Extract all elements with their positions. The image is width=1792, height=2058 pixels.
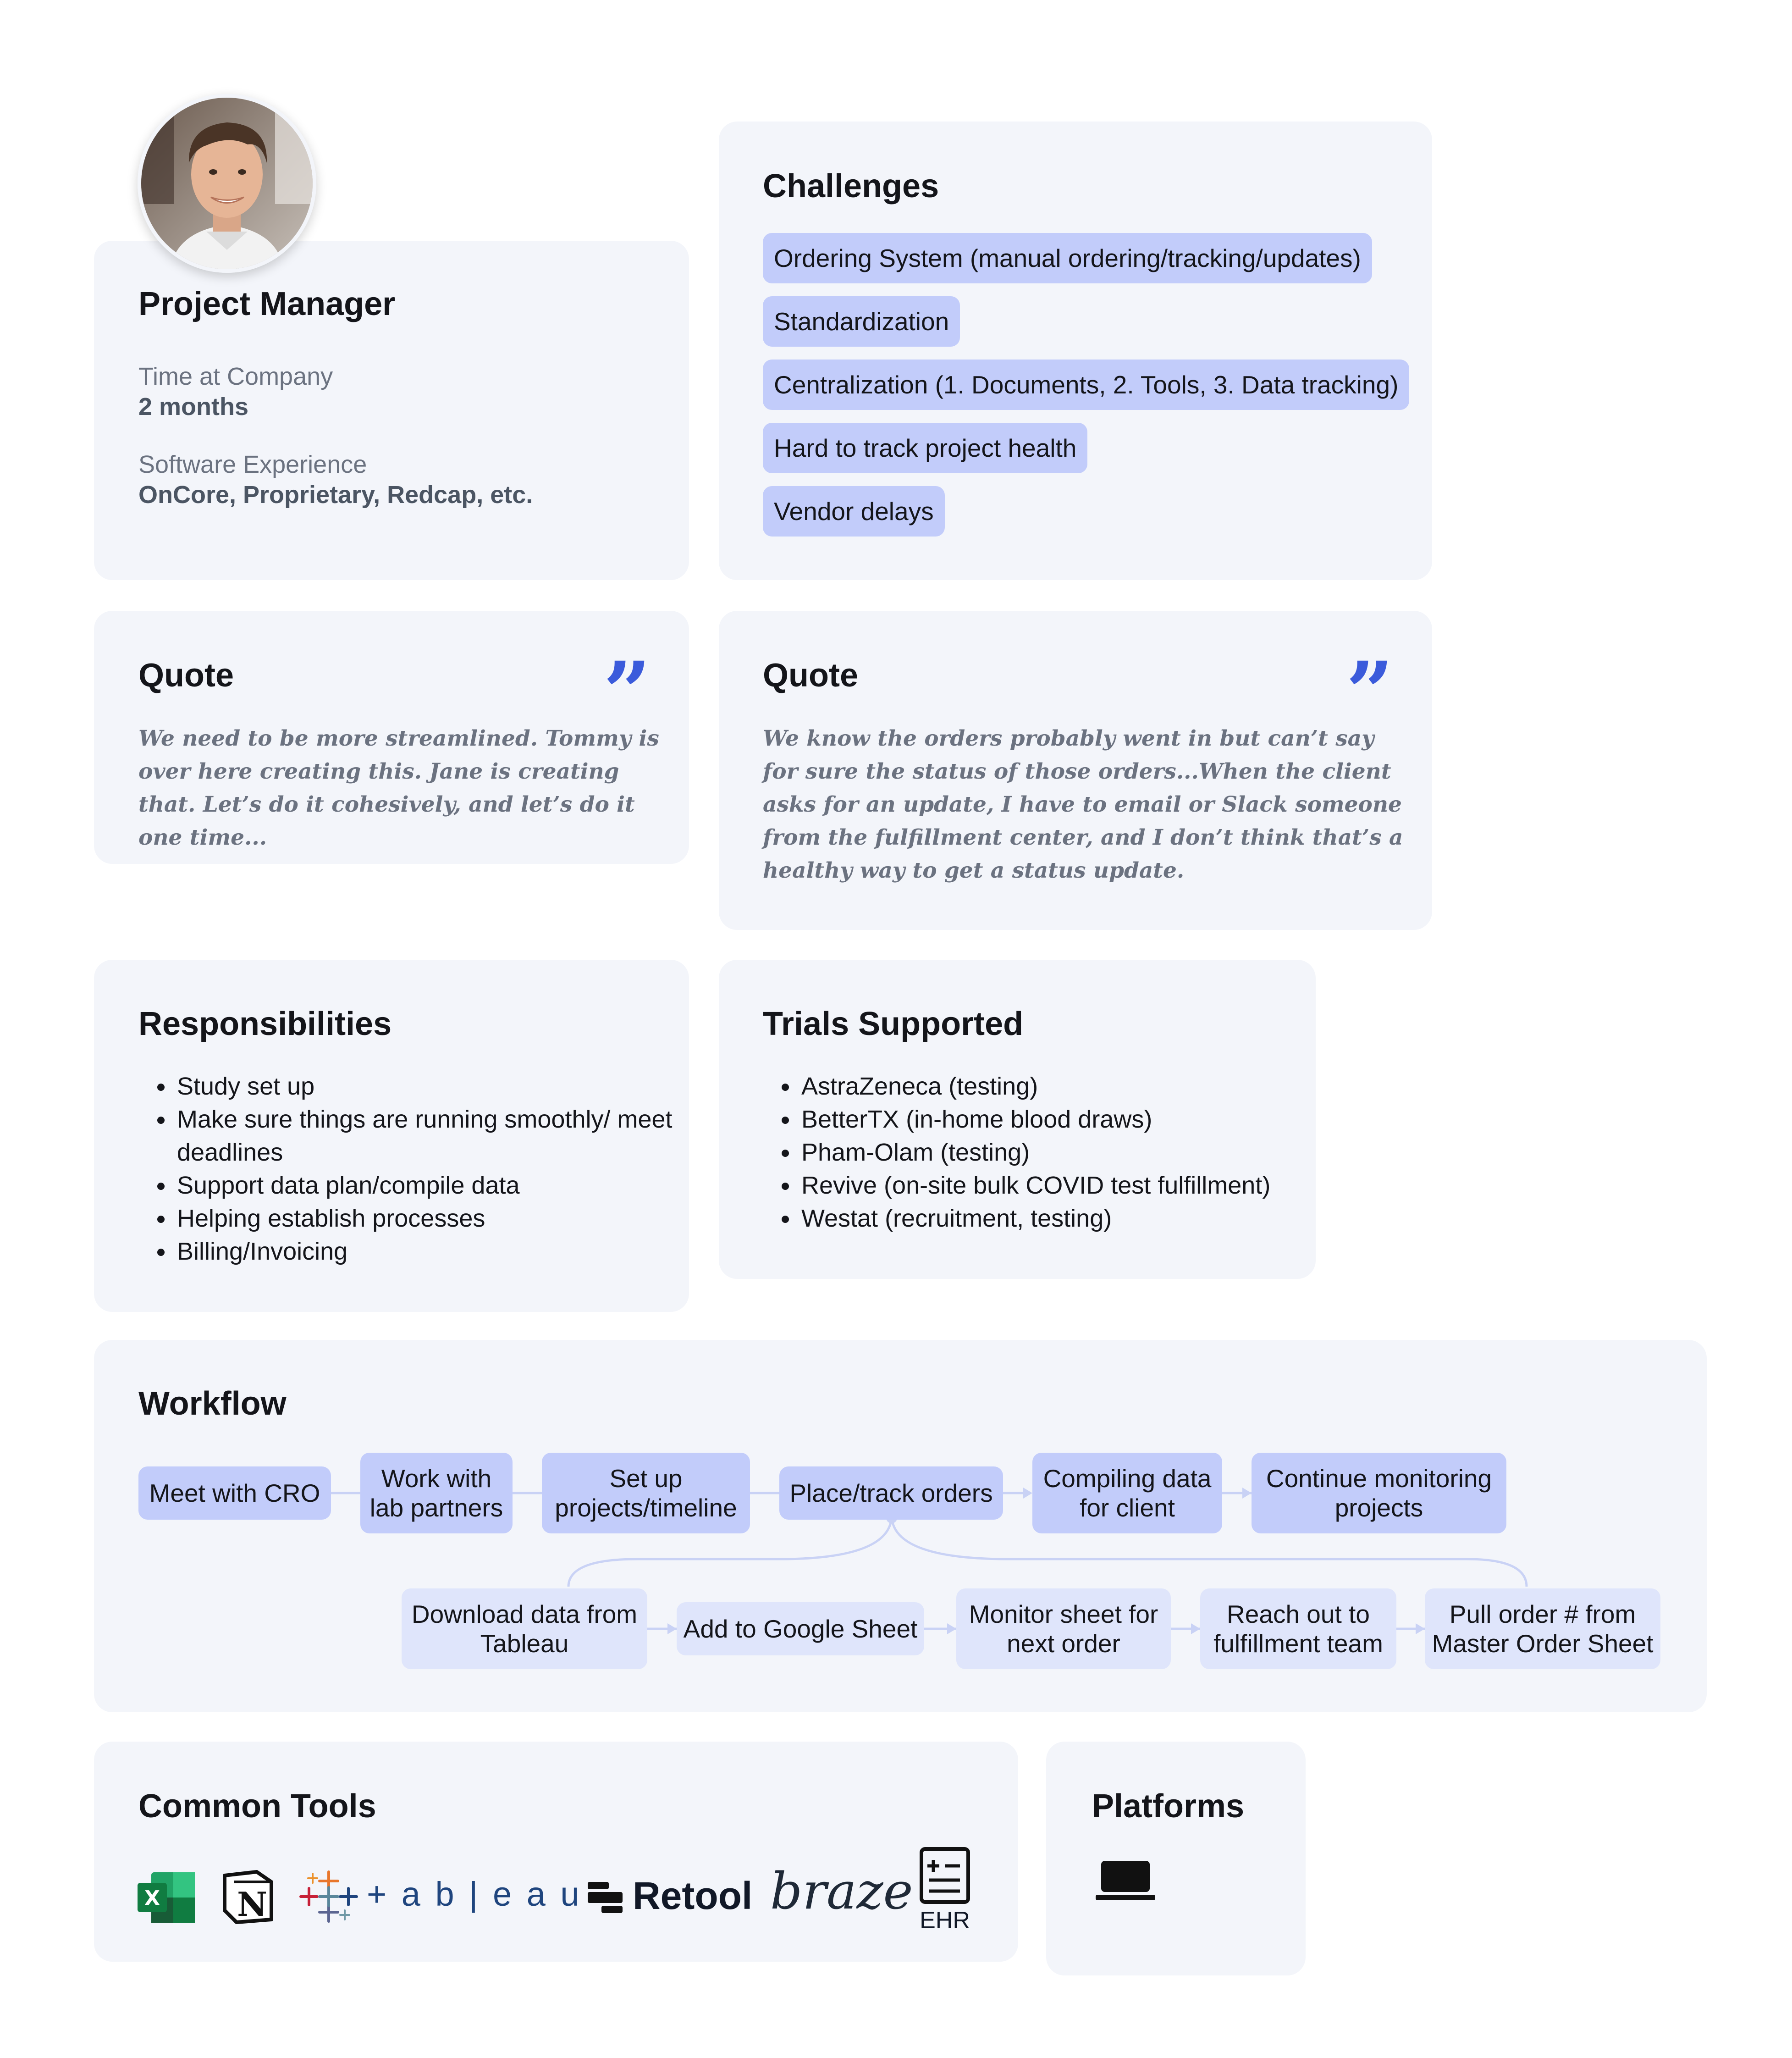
profile-role: Project Manager [138, 286, 396, 322]
braze-wordmark: braze [770, 1862, 913, 1920]
workflow-step: Work with lab partners [360, 1453, 513, 1533]
workflow-step: Place/track orders [779, 1466, 1003, 1520]
list-item: • Study set up [175, 1070, 679, 1103]
quote-icon: ” [1346, 644, 1394, 741]
workflow-substep: Monitor sheet for next order [956, 1588, 1171, 1669]
document-icon [920, 1847, 970, 1904]
workflow-substep: Reach out to fulfillment team [1200, 1588, 1396, 1669]
workflow-step: Continue monitoring projects [1252, 1453, 1506, 1533]
quote-text: We know the orders probably went in but can’t say for sure the status of those orders...When the client asks for an update, I have to email or Slack someone from the fulfillment center, and I don’t think that’s a healthy way to get a status update. [763, 726, 1403, 883]
responsibilities-title: Responsibilities [138, 1006, 392, 1042]
notion-icon [220, 1868, 275, 1925]
svg-text:X: X [144, 1886, 160, 1910]
challenge-chip: Vendor delays [763, 486, 945, 537]
list-item: • Helping establish processes [175, 1202, 679, 1235]
quote-icon: ” [603, 644, 651, 741]
platforms-card [1046, 1742, 1306, 1975]
tools-card [94, 1742, 1018, 1962]
list-item: • Westat (recruitment, testing) [800, 1202, 1340, 1235]
workflow-title: Workflow [138, 1385, 287, 1422]
retool-icon [588, 1882, 623, 1914]
challenge-chip: Hard to track project health [763, 423, 1087, 473]
workflow-step: Compiling data for client [1032, 1453, 1222, 1533]
workflow-step: Set up projects/timeline [542, 1453, 750, 1533]
tableau-icon [299, 1869, 358, 1924]
laptop-icon [1096, 1858, 1155, 1902]
tools-title: Common Tools [138, 1788, 376, 1825]
time-label: Time at Company [138, 363, 333, 390]
software-label: Software Experience [138, 451, 367, 478]
svg-text:N: N [237, 1885, 267, 1924]
quote-title: Quote [138, 657, 234, 694]
workflow-substep: Add to Google Sheet [677, 1602, 924, 1655]
workflow-substep: Pull order # from Master Order Sheet [1425, 1588, 1660, 1669]
workflow-substep: Download data from Tableau [402, 1588, 647, 1669]
software-value: OnCore, Proprietary, Redcap, etc. [138, 481, 533, 509]
quote-title: Quote [763, 657, 858, 694]
list-item: • Billing/Invoicing [175, 1235, 679, 1268]
list-item: • Revive (on-site bulk COVID test fulfillment) [800, 1169, 1340, 1202]
challenge-chip: Standardization [763, 296, 960, 347]
list-item: • Make sure things are running smoothly/ meet deadlines [175, 1103, 679, 1169]
excel-icon [138, 1870, 197, 1925]
quote-text: We need to be more streamlined. Tommy is over here creating this. Jane is creating that. Let’s do it cohesively, and let’s do it one time... [138, 726, 659, 850]
ehr-label: EHR [920, 1907, 970, 1934]
workflow-step: Meet with CRO [138, 1466, 331, 1520]
trials-title: Trials Supported [763, 1006, 1024, 1042]
challenge-chip: Ordering System (manual ordering/tracking/updates) [763, 233, 1372, 283]
list-item: • AstraZeneca (testing) [800, 1070, 1340, 1103]
challenges-title: Challenges [763, 168, 939, 205]
list-item: • Support data plan/compile data [175, 1169, 679, 1202]
list-item: • BetterTX (in-home blood draws) [800, 1103, 1340, 1136]
retool-wordmark: Retool [633, 1874, 753, 1917]
list-item: • Pham-Olam (testing) [800, 1136, 1340, 1169]
time-value: 2 months [138, 393, 249, 420]
tableau-wordmark: + a b | e a u [367, 1875, 582, 1913]
platforms-title: Platforms [1092, 1788, 1245, 1825]
challenge-chip: Centralization (1. Documents, 2. Tools, 3. Data tracking) [763, 360, 1409, 410]
